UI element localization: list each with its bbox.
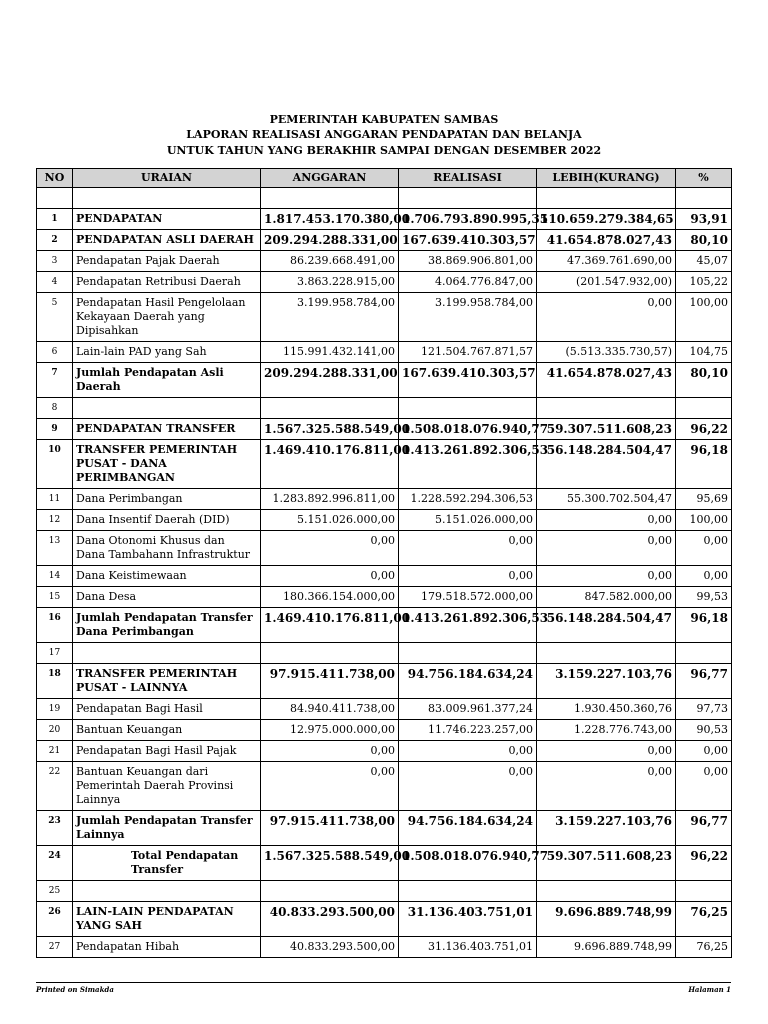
row-realisasi — [399, 643, 537, 664]
row-lebih-kurang: 3.159.227.103,76 — [537, 664, 676, 699]
row-percent — [676, 881, 732, 902]
table-row — [37, 363, 732, 398]
row-no — [37, 188, 73, 209]
table-row — [37, 937, 732, 958]
row-percent: 45,07 — [676, 251, 732, 272]
row-no: 26 — [37, 902, 73, 937]
table-row — [37, 230, 732, 251]
row-lebih-kurang: 0,00 — [537, 510, 676, 531]
row-percent: 76,25 — [676, 902, 732, 937]
row-no: 24 — [37, 846, 73, 881]
row-anggaran: 5.151.026.000,00 — [261, 510, 399, 531]
row-realisasi: 31.136.403.751,01 — [399, 902, 537, 937]
row-lebih-kurang: 0,00 — [537, 566, 676, 587]
row-uraian: Dana Perimbangan — [73, 489, 261, 510]
row-uraian: Pendapatan Hasil Pengelolaan Kekayaan Daerah yang Dipisahkan — [73, 293, 261, 342]
table-row — [37, 188, 732, 209]
row-realisasi: 121.504.767.871,57 — [399, 342, 537, 363]
row-percent: 96,77 — [676, 811, 732, 846]
row-percent: 76,25 — [676, 937, 732, 958]
row-percent — [676, 643, 732, 664]
row-no: 11 — [37, 489, 73, 510]
row-realisasi: 1.413.261.892.306,53 — [399, 608, 537, 643]
row-anggaran: 40.833.293.500,00 — [261, 937, 399, 958]
row-realisasi: 167.639.410.303,57 — [399, 230, 537, 251]
row-lebih-kurang: 110.659.279.384,65 — [537, 209, 676, 230]
table-row — [37, 846, 732, 881]
table-row — [37, 342, 732, 363]
row-realisasi: 0,00 — [399, 531, 537, 566]
col-header-lebih-kurang: LEBIH(KURANG) — [537, 169, 676, 188]
row-uraian: Dana Otonomi Khusus dan Dana Tambahann Infrastruktur — [73, 531, 261, 566]
row-uraian: TRANSFER PEMERINTAH PUSAT - DANA PERIMBANGAN — [73, 440, 261, 489]
row-anggaran: 1.283.892.996.811,00 — [261, 489, 399, 510]
page-footer — [36, 982, 731, 994]
row-no: 14 — [37, 566, 73, 587]
row-percent: 100,00 — [676, 293, 732, 342]
row-realisasi: 4.064.776.847,00 — [399, 272, 537, 293]
row-percent: 96,77 — [676, 664, 732, 699]
row-realisasi: 0,00 — [399, 762, 537, 811]
row-realisasi: 31.136.403.751,01 — [399, 937, 537, 958]
row-no: 27 — [37, 937, 73, 958]
row-lebih-kurang — [537, 398, 676, 419]
row-percent — [676, 188, 732, 209]
row-percent: 97,73 — [676, 699, 732, 720]
row-anggaran: 1.567.325.588.549,00 — [261, 846, 399, 881]
table-row — [37, 489, 732, 510]
row-lebih-kurang: 56.148.284.504,47 — [537, 440, 676, 489]
row-percent: 0,00 — [676, 566, 732, 587]
table-row — [37, 811, 732, 846]
row-lebih-kurang: 59.307.511.608,23 — [537, 846, 676, 881]
row-realisasi — [399, 398, 537, 419]
row-anggaran: 40.833.293.500,00 — [261, 902, 399, 937]
table-row — [37, 699, 732, 720]
row-no: 21 — [37, 741, 73, 762]
row-percent: 105,22 — [676, 272, 732, 293]
footer-page-number: Halaman 1 — [688, 985, 731, 994]
footer-printed-on: Printed on Simakda — [36, 985, 114, 994]
report-title-line-1: PEMERINTAH KABUPATEN SAMBAS — [269, 113, 499, 126]
row-no: 5 — [37, 293, 73, 342]
col-header-percent: % — [676, 169, 732, 188]
row-anggaran — [261, 643, 399, 664]
row-percent: 96,22 — [676, 846, 732, 881]
row-uraian: PENDAPATAN — [73, 209, 261, 230]
row-no: 23 — [37, 811, 73, 846]
row-uraian: Lain-lain PAD yang Sah — [73, 342, 261, 363]
row-anggaran — [261, 398, 399, 419]
table-row — [37, 720, 732, 741]
table-row — [37, 762, 732, 811]
row-percent: 96,18 — [676, 440, 732, 489]
row-anggaran: 115.991.432.141,00 — [261, 342, 399, 363]
row-uraian: Jumlah Pendapatan Asli Daerah — [73, 363, 261, 398]
table-header-row — [37, 169, 732, 188]
row-uraian: Dana Insentif Daerah (DID) — [73, 510, 261, 531]
row-realisasi: 38.869.906.801,00 — [399, 251, 537, 272]
row-realisasi: 94.756.184.634,24 — [399, 664, 537, 699]
row-lebih-kurang: 1.930.450.360,76 — [537, 699, 676, 720]
row-uraian: PENDAPATAN ASLI DAERAH — [73, 230, 261, 251]
row-percent: 96,22 — [676, 419, 732, 440]
row-lebih-kurang: 1.228.776.743,00 — [537, 720, 676, 741]
row-anggaran: 97.915.411.738,00 — [261, 664, 399, 699]
row-no: 16 — [37, 608, 73, 643]
row-no: 12 — [37, 510, 73, 531]
table-row — [37, 272, 732, 293]
row-anggaran: 3.199.958.784,00 — [261, 293, 399, 342]
row-no: 18 — [37, 664, 73, 699]
row-percent: 100,00 — [676, 510, 732, 531]
row-realisasi: 167.639.410.303,57 — [399, 363, 537, 398]
table-row — [37, 419, 732, 440]
row-anggaran: 1.469.410.176.811,00 — [261, 440, 399, 489]
row-percent: 80,10 — [676, 363, 732, 398]
row-anggaran: 209.294.288.331,00 — [261, 230, 399, 251]
row-lebih-kurang: (5.513.335.730,57) — [537, 342, 676, 363]
row-lebih-kurang: 0,00 — [537, 741, 676, 762]
row-anggaran: 97.915.411.738,00 — [261, 811, 399, 846]
row-percent: 95,69 — [676, 489, 732, 510]
row-realisasi: 3.199.958.784,00 — [399, 293, 537, 342]
row-percent: 90,53 — [676, 720, 732, 741]
row-realisasi: 1.413.261.892.306,53 — [399, 440, 537, 489]
row-uraian: Pendapatan Retribusi Daerah — [73, 272, 261, 293]
row-uraian: Dana Keistimewaan — [73, 566, 261, 587]
row-percent: 0,00 — [676, 741, 732, 762]
row-anggaran — [261, 188, 399, 209]
row-lebih-kurang: 41.654.878.027,43 — [537, 230, 676, 251]
table-row — [37, 608, 732, 643]
row-no: 25 — [37, 881, 73, 902]
table-row — [37, 209, 732, 230]
row-uraian: Pendapatan Hibah — [73, 937, 261, 958]
row-no: 13 — [37, 531, 73, 566]
row-anggaran: 86.239.668.491,00 — [261, 251, 399, 272]
row-percent: 80,10 — [676, 230, 732, 251]
row-anggaran: 0,00 — [261, 741, 399, 762]
row-anggaran: 1.817.453.170.380,00 — [261, 209, 399, 230]
row-lebih-kurang: 847.582.000,00 — [537, 587, 676, 608]
row-realisasi: 5.151.026.000,00 — [399, 510, 537, 531]
row-realisasi: 1.508.018.076.940,77 — [399, 419, 537, 440]
row-uraian — [73, 398, 261, 419]
row-lebih-kurang: 0,00 — [537, 531, 676, 566]
row-lebih-kurang — [537, 643, 676, 664]
row-no: 1 — [37, 209, 73, 230]
row-no: 20 — [37, 720, 73, 741]
row-no: 6 — [37, 342, 73, 363]
table-row — [37, 293, 732, 342]
row-percent: 96,18 — [676, 608, 732, 643]
table-row — [37, 587, 732, 608]
row-uraian: Total Pendapatan Transfer — [73, 846, 261, 881]
row-anggaran: 1.567.325.588.549,00 — [261, 419, 399, 440]
row-lebih-kurang: 59.307.511.608,23 — [537, 419, 676, 440]
row-uraian: Bantuan Keuangan dari Pemerintah Daerah Provinsi Lainnya — [73, 762, 261, 811]
table-row — [37, 531, 732, 566]
row-realisasi — [399, 188, 537, 209]
row-anggaran: 0,00 — [261, 762, 399, 811]
row-no: 10 — [37, 440, 73, 489]
row-uraian: TRANSFER PEMERINTAH PUSAT - LAINNYA — [73, 664, 261, 699]
col-header-uraian: URAIAN — [73, 169, 261, 188]
row-realisasi: 1.706.793.890.995,35 — [399, 209, 537, 230]
row-no: 7 — [37, 363, 73, 398]
row-anggaran: 180.366.154.000,00 — [261, 587, 399, 608]
col-header-realisasi: REALISASI — [399, 169, 537, 188]
row-no: 19 — [37, 699, 73, 720]
table-row — [37, 664, 732, 699]
row-uraian: Jumlah Pendapatan Transfer Dana Perimbangan — [73, 608, 261, 643]
row-no: 8 — [37, 398, 73, 419]
budget-realization-table — [36, 168, 732, 958]
row-uraian — [73, 643, 261, 664]
row-anggaran: 12.975.000.000,00 — [261, 720, 399, 741]
row-no: 17 — [37, 643, 73, 664]
row-percent: 0,00 — [676, 762, 732, 811]
row-uraian: Pendapatan Bagi Hasil — [73, 699, 261, 720]
table-row — [37, 510, 732, 531]
row-realisasi: 0,00 — [399, 566, 537, 587]
row-lebih-kurang: 55.300.702.504,47 — [537, 489, 676, 510]
row-uraian: Jumlah Pendapatan Transfer Lainnya — [73, 811, 261, 846]
row-uraian: Bantuan Keuangan — [73, 720, 261, 741]
row-lebih-kurang: 9.696.889.748,99 — [537, 937, 676, 958]
table-row — [37, 881, 732, 902]
row-realisasi: 11.746.223.257,00 — [399, 720, 537, 741]
col-header-no: NO — [37, 169, 73, 188]
report-title-line-2: LAPORAN REALISASI ANGGARAN PENDAPATAN DAN BELANJA — [186, 128, 582, 141]
row-anggaran — [261, 881, 399, 902]
row-anggaran: 84.940.411.738,00 — [261, 699, 399, 720]
row-realisasi: 1.508.018.076.940,77 — [399, 846, 537, 881]
row-no: 4 — [37, 272, 73, 293]
row-no: 2 — [37, 230, 73, 251]
table-row — [37, 902, 732, 937]
row-percent — [676, 398, 732, 419]
row-uraian — [73, 188, 261, 209]
row-anggaran: 3.863.228.915,00 — [261, 272, 399, 293]
row-realisasi: 94.756.184.634,24 — [399, 811, 537, 846]
row-lebih-kurang: (201.547.932,00) — [537, 272, 676, 293]
row-realisasi: 179.518.572.000,00 — [399, 587, 537, 608]
row-realisasi — [399, 881, 537, 902]
row-realisasi: 83.009.961.377,24 — [399, 699, 537, 720]
table-row — [37, 741, 732, 762]
row-no: 22 — [37, 762, 73, 811]
report-title-line-3: UNTUK TAHUN YANG BERAKHIR SAMPAI DENGAN DESEMBER 2022 — [166, 144, 602, 157]
row-uraian: PENDAPATAN TRANSFER — [73, 419, 261, 440]
table-row — [37, 643, 732, 664]
table-row — [37, 251, 732, 272]
row-realisasi: 0,00 — [399, 741, 537, 762]
row-uraian: LAIN-LAIN PENDAPATAN YANG SAH — [73, 902, 261, 937]
row-lebih-kurang — [537, 188, 676, 209]
row-lebih-kurang: 0,00 — [537, 762, 676, 811]
table-row — [37, 398, 732, 419]
col-header-anggaran: ANGGARAN — [261, 169, 399, 188]
row-anggaran: 1.469.410.176.811,00 — [261, 608, 399, 643]
row-lebih-kurang: 9.696.889.748,99 — [537, 902, 676, 937]
row-percent: 0,00 — [676, 531, 732, 566]
row-no: 15 — [37, 587, 73, 608]
row-lebih-kurang: 3.159.227.103,76 — [537, 811, 676, 846]
row-anggaran: 0,00 — [261, 531, 399, 566]
row-percent: 93,91 — [676, 209, 732, 230]
row-no: 3 — [37, 251, 73, 272]
row-anggaran: 0,00 — [261, 566, 399, 587]
row-lebih-kurang: 0,00 — [537, 293, 676, 342]
row-lebih-kurang: 41.654.878.027,43 — [537, 363, 676, 398]
row-uraian: Pendapatan Pajak Daerah — [73, 251, 261, 272]
row-uraian: Dana Desa — [73, 587, 261, 608]
table-row — [37, 440, 732, 489]
row-no: 9 — [37, 419, 73, 440]
row-realisasi: 1.228.592.294.306,53 — [399, 489, 537, 510]
row-percent: 104,75 — [676, 342, 732, 363]
row-uraian — [73, 881, 261, 902]
table-row — [37, 566, 732, 587]
row-lebih-kurang: 56.148.284.504,47 — [537, 608, 676, 643]
row-uraian: Pendapatan Bagi Hasil Pajak — [73, 741, 261, 762]
row-lebih-kurang: 47.369.761.690,00 — [537, 251, 676, 272]
row-lebih-kurang — [537, 881, 676, 902]
row-percent: 99,53 — [676, 587, 732, 608]
row-anggaran: 209.294.288.331,00 — [261, 363, 399, 398]
